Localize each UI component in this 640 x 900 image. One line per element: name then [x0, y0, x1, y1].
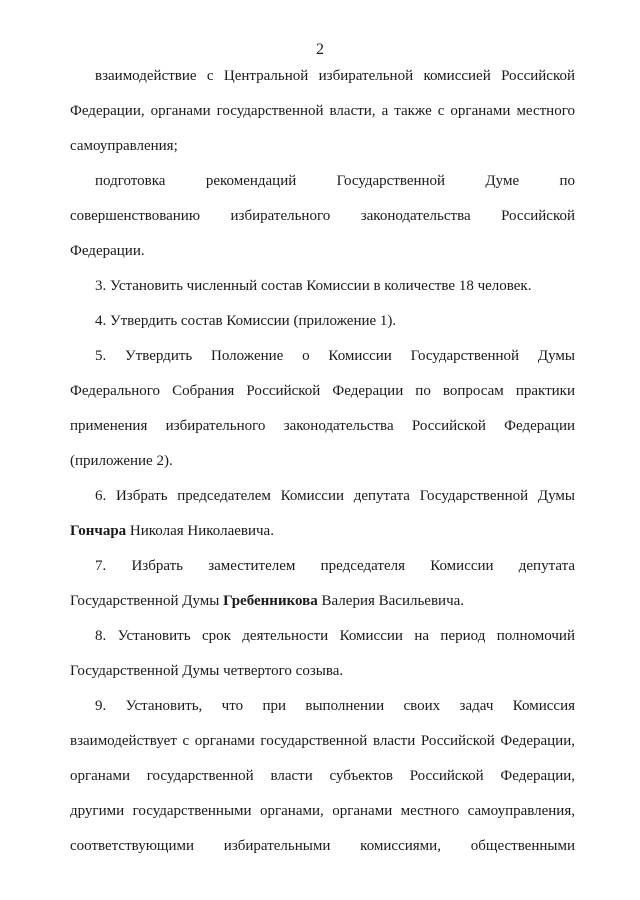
item-4: 4. Утвердить состав Комиссии (приложение 1).: [95, 313, 397, 329]
item-9-line: соответствующими избирательными комиссиями, общественными: [70, 838, 575, 854]
paragraph-line: подготовка рекомендаций Государственной Думе по: [95, 173, 575, 189]
paragraph-line: самоуправления;: [70, 138, 178, 154]
deputy-name-rest: Валерия Васильевича.: [317, 593, 465, 609]
page-number: 2: [316, 41, 324, 58]
item-5-line: 5. Утвердить Положение о Комиссии Государственной Думы: [95, 348, 575, 364]
item-5-line: (приложение 2).: [70, 453, 173, 469]
item-9-line: другими государственными органами, органами местного самоуправления,: [70, 803, 575, 819]
item-9-line: взаимодействует с органами государственной власти Российской Федерации,: [70, 733, 575, 749]
paragraph-line: совершенствованию избирательного законодательства Российской: [70, 208, 575, 224]
paragraph-line: Федерации.: [70, 243, 145, 259]
chairman-name-rest: Николая Николаевича.: [126, 523, 274, 539]
item-7-line: 7. Избрать заместителем председателя Комиссии депутата: [95, 558, 575, 574]
chairman-surname: Гончара: [70, 523, 127, 539]
item-6-name-line: [70, 521, 575, 541]
item-6-line: 6. Избрать председателем Комиссии депутата Государственной Думы: [95, 488, 575, 504]
item-5-line: Федерального Собрания Российской Федерации по вопросам практики: [70, 383, 575, 399]
deputy-prefix: Государственной Думы: [70, 593, 224, 609]
deputy-surname: Гребенникова: [223, 593, 318, 609]
item-9-line: органами государственной власти субъектов Российской Федерации,: [70, 768, 575, 784]
item-5-line: применения избирательного законодательства Российской Федерации: [70, 418, 575, 434]
paragraph-line: Федерации, органами государственной власти, а также с органами местного: [70, 103, 575, 119]
item-8-line: Государственной Думы четвертого созыва.: [70, 663, 344, 679]
item-8-line: 8. Установить срок деятельности Комиссии на период полномочий: [95, 628, 575, 644]
item-3: 3. Установить численный состав Комиссии в количестве 18 человек.: [95, 278, 532, 294]
item-9-line: 9. Установить, что при выполнении своих задач Комиссия: [95, 698, 575, 714]
paragraph-line: взаимодействие с Центральной избирательной комиссией Российской: [95, 68, 575, 84]
item-7-name-line: [70, 591, 575, 611]
